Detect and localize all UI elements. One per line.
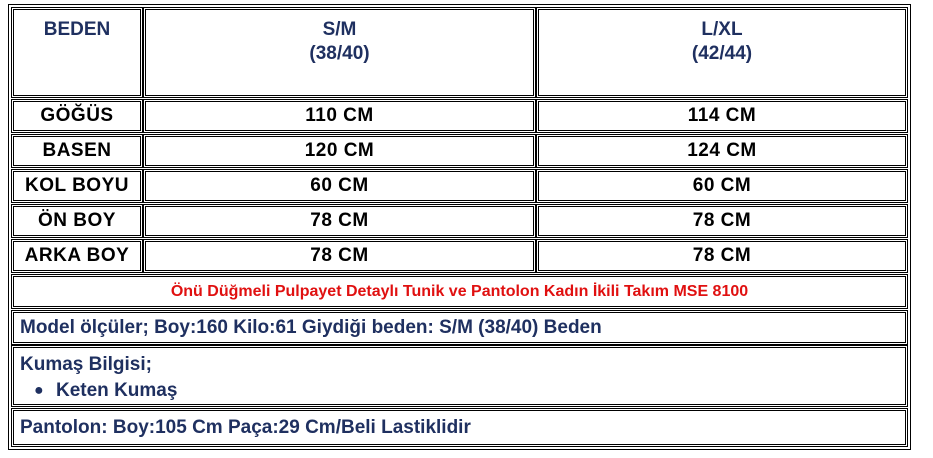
header-sm-numeric: (38/40) [309, 43, 370, 64]
fabric-list [20, 378, 905, 404]
bullet-icon: ● [34, 382, 44, 399]
header-lxl-size: L/XL [701, 19, 743, 40]
row-label-arka-boy: ARKA BOY [13, 241, 141, 271]
product-title-text: Önü Düğmeli Pulpayet Detaylı Tunik ve Pantolon Kadın İkili Takım MSE 8100 [170, 282, 749, 300]
row-value-kol-boyu-sm: 60 CM [145, 171, 534, 201]
row-value-arka-boy-sm: 78 CM [145, 241, 534, 271]
header-lxl [538, 9, 906, 96]
model-info-text: Model ölçüler; Boy:160 Kilo:61 Giydiği beden: S/M (38/40) Beden [20, 316, 602, 338]
row-label-kol-boyu: KOL BOYU [13, 171, 141, 201]
row-value-gogus-sm: 110 CM [145, 101, 534, 131]
header-sm [145, 9, 534, 96]
row-value-gogus-lxl: 114 CM [538, 101, 906, 131]
row-label-gogus: GÖĞÜS [13, 101, 141, 131]
header-sm-size: S/M [322, 19, 357, 40]
list-item [34, 378, 905, 404]
fabric-info [13, 347, 906, 405]
row-value-kol-boyu-lxl: 60 CM [538, 171, 906, 201]
row-value-on-boy-lxl: 78 CM [538, 206, 906, 236]
row-label-on-boy: ÖN BOY [13, 206, 141, 236]
fabric-title: Kumaş Bilgisi; [20, 354, 152, 375]
product-title [13, 276, 906, 307]
header-beden-text: BEDEN [43, 19, 111, 40]
row-label-basen: BASEN [13, 136, 141, 166]
fabric-item-text: Keten Kumaş [56, 380, 178, 401]
pants-info [13, 410, 906, 445]
row-value-basen-sm: 120 CM [145, 136, 534, 166]
row-value-arka-boy-lxl: 78 CM [538, 241, 906, 271]
pants-info-text: Pantolon: Boy:105 Cm Paça:29 Cm/Beli Lastiklidir [20, 416, 471, 438]
header-lxl-numeric: (42/44) [691, 43, 753, 64]
model-info [13, 312, 906, 343]
row-value-on-boy-sm: 78 CM [145, 206, 534, 236]
header-beden [13, 9, 141, 96]
row-value-basen-lxl: 124 CM [538, 136, 906, 166]
